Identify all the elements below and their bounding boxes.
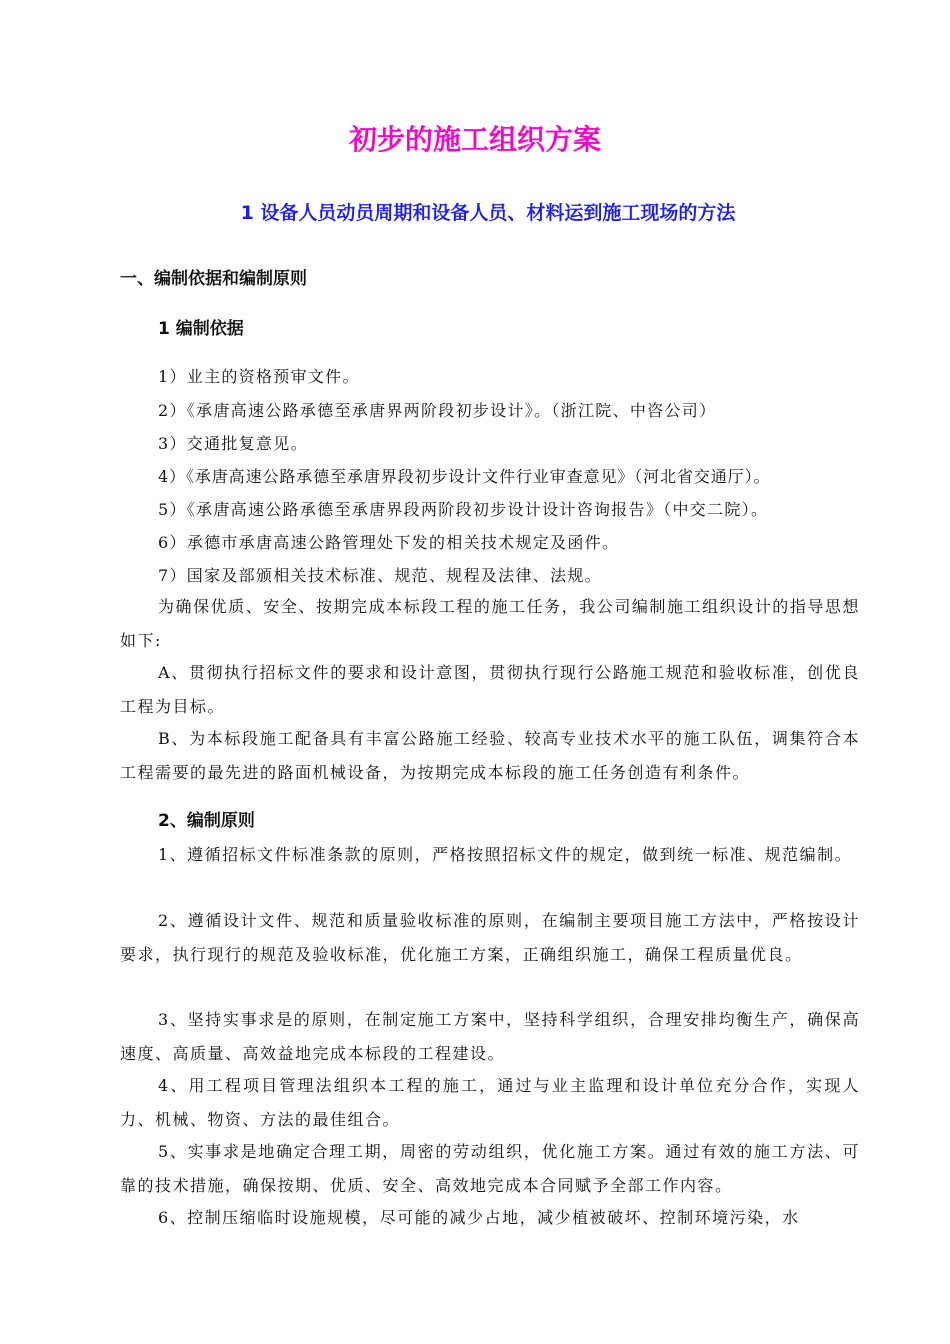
heading-basis: 1 编制依据 <box>158 319 244 339</box>
principle-4-paragraph: 4、用工程项目管理法组织本工程的施工，通过与业主监理和设计单位充分合作，实现人力、机械、物资、方法的最佳组合。 <box>120 1076 860 1129</box>
principle-2-paragraph: 2、遵循设计文件、规范和质量验收标准的原则，在编制主要项目施工方法中，严格按设计要求，执行现行的规范及验收标准，优化施工方案，正确组织施工，确保工程质量优良。 <box>120 911 860 964</box>
principle-5-paragraph: 5、实事求是地确定合理工期，周密的劳动组织，优化施工方案。通过有效的施工方法、可靠的技术措施，确保按期、优质、安全、高效地完成本合同赋予全部工作内容。 <box>120 1142 860 1195</box>
guideline-a-paragraph: A、贯彻执行招标文件的要求和设计意图，贯彻执行现行公路施工规范和验收标准，创优良工程为目标。 <box>120 663 860 716</box>
basis-item-3: 3）交通批复意见。 <box>158 434 308 453</box>
basis-item-1: 1）业主的资格预审文件。 <box>158 367 360 386</box>
basis-item-2: 2）《承唐高速公路承德至承唐界两阶段初步设计》。（浙江院、中咨公司） <box>158 401 717 420</box>
guideline-b-paragraph: B、为本标段施工配备具有丰富公路施工经验、较高专业技术水平的施工队伍，调集符合本工程需要的最先进的路面机械设备，为按期完成本标段的施工任务创造有利条件。 <box>120 729 860 782</box>
basis-item-6: 6）承德市承唐高速公路管理处下发的相关技术规定及函件。 <box>158 533 620 552</box>
principle-6-paragraph: 6、控制压缩临时设施规模，尽可能的减少占地，减少植被破坏、控制环境污染，水 <box>158 1208 800 1227</box>
section-title: 1 设备人员动员周期和设备人员、材料运到施工现场的方法 <box>240 202 736 224</box>
principle-1-paragraph: 1、遵循招标文件标准条款的原则，严格按照招标文件的规定，做到统一标准、规范编制。 <box>158 845 853 864</box>
principle-3-paragraph: 3、坚持实事求是的原则，在制定施工方案中，坚持科学组织，合理安排均衡生产，确保高速度、高质量、高效益地完成本标段的工程建设。 <box>120 1010 860 1063</box>
basis-item-7: 7）国家及部颁相关技术标准、规范、规程及法律、法规。 <box>158 566 602 585</box>
basis-item-4: 4）《承唐高速公路承德至承唐界段初步设计文件行业审查意见》（河北省交通厅）。 <box>158 467 771 486</box>
guideline-intro-paragraph: 为确保优质、安全、按期完成本标段工程的施工任务，我公司编制施工组织设计的指导思想如下: <box>120 597 860 650</box>
document-title: 初步的施工组织方案 <box>348 123 601 156</box>
heading-principles: 2、编制原则 <box>158 811 255 831</box>
heading-basis-and-principles: 一、编制依据和编制原则 <box>120 269 307 289</box>
basis-item-5: 5）《承唐高速公路承德至承唐界段两阶段初步设计设计咨询报告》（中交二院）。 <box>158 500 769 519</box>
